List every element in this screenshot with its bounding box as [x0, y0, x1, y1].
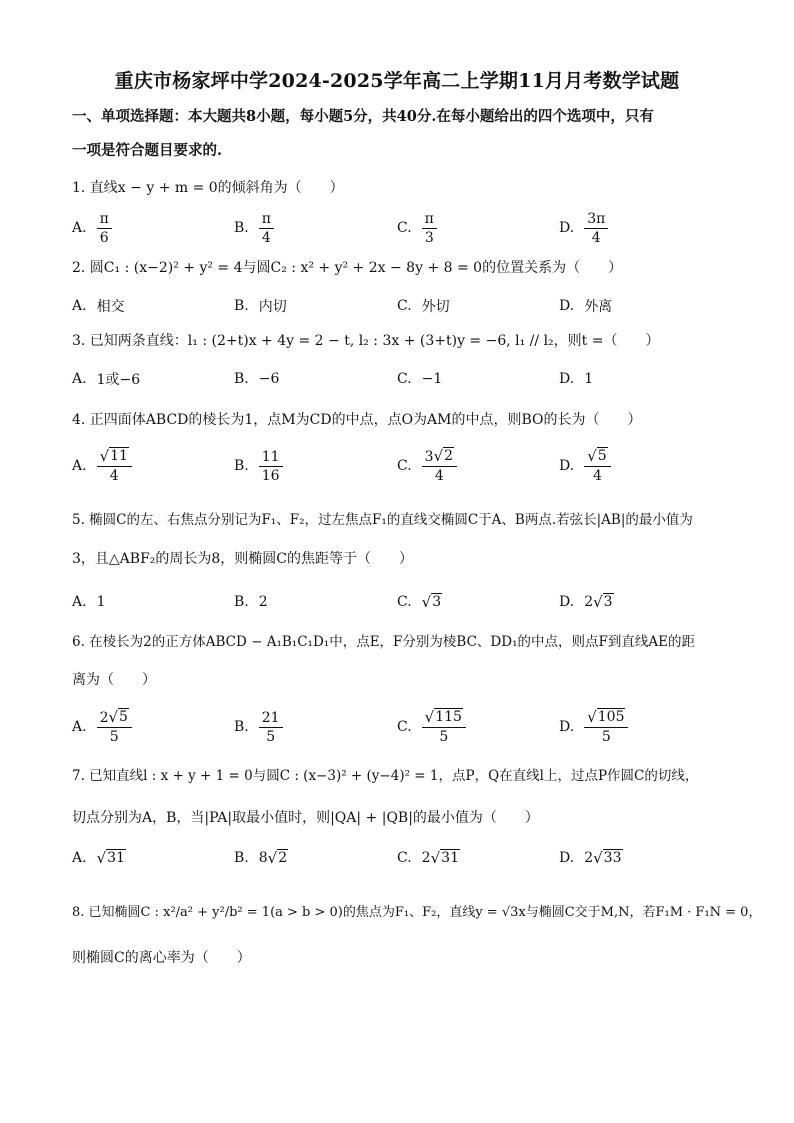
sqrt: √ 3	[593, 593, 613, 611]
option-a: A. 1或−6	[72, 371, 141, 388]
option-c: C. √ 115 5	[397, 705, 466, 749]
question-7-stem-line2: 切点分别为A，B，当|PA|取最小值时，则|QA| + |QB|的最小值为（ ）	[72, 810, 539, 826]
option-c: C. −1	[397, 371, 443, 387]
question-2-options	[72, 284, 732, 328]
fraction: $\frac{21}{5}$	[259, 709, 283, 746]
fraction: $\frac{\pi}{6}$	[97, 210, 112, 247]
question-7-options	[72, 836, 732, 880]
section-heading-line2: 一项是符合题目要求的.	[72, 142, 223, 159]
option-c: C. 2 √ 31	[397, 849, 459, 867]
section-heading-line1: 一、单项选择题：本大题共8小题，每小题5分，共40分.在每小题给出的四个选项中，只有	[72, 108, 654, 125]
sqrt: √ 115	[424, 708, 462, 726]
question-5-options	[72, 580, 732, 624]
option-d: D. $\frac{3\pi}{4}$	[559, 206, 608, 250]
question-2-stem: 2. 圆C₁ : (x−2)² + y² = 4与圆C₂ : x² + y² + 2x − 8y + 8 = 0的位置关系为（ ）	[72, 260, 623, 276]
fraction: 2 √ 5 5	[97, 708, 132, 746]
fraction: √ 11 4	[97, 447, 132, 485]
fraction: $\frac{11}{16}$	[259, 448, 283, 485]
option-c: C. 3 √ 2 4	[397, 444, 457, 488]
option-d: D. √ 105 5	[559, 705, 628, 749]
option-a: A. √ 31	[72, 849, 125, 867]
fraction: 3 √ 2 4	[422, 447, 457, 485]
option-a: A. √ 11 4	[72, 444, 132, 488]
question-5-stem-line1: 5. 椭圆C的左、右焦点分别记为F₁、F₂，过左焦点F₁的直线交椭圆C于A、B两点.若弦长|AB|的最小值为	[72, 512, 693, 528]
question-4-options	[72, 444, 732, 488]
option-a: A. 1	[72, 594, 106, 610]
option-b: B. 2	[234, 594, 268, 610]
fraction: √ 5 4	[584, 447, 610, 485]
question-1-options	[72, 206, 732, 250]
sqrt: √ 11	[99, 447, 128, 465]
page-title: 重庆市杨家坪中学2024-2025学年高二上学期11月月考数学试题	[114, 70, 680, 92]
option-d: D. 2 √ 33	[559, 849, 622, 867]
option-c: C. 外切	[397, 298, 450, 315]
fraction: $\frac{3\pi}{4}$	[584, 210, 608, 247]
question-3-stem: 3. 已知两条直线：l₁ : (2+t)x + 4y = 2 − t, l₂ : 3x + (3+t)y = −6, l₁ // l₂，则t =（ ）	[72, 333, 660, 349]
question-7-stem-line1: 7. 已知直线l : x + y + 1 = 0与圆C : (x−3)² + (y−4)² = 1，点P，Q在直线l上，过点P作圆C的切线，	[72, 768, 699, 784]
sqrt: √ 33	[593, 849, 622, 867]
question-1-stem: 1. 直线x − y + m = 0的倾斜角为（ ）	[72, 180, 344, 196]
sqrt: √ 3	[421, 593, 442, 611]
sqrt: √ 2	[433, 447, 454, 465]
sqrt: √ 2	[267, 849, 288, 867]
option-a: A. 相交	[72, 298, 125, 315]
question-8-stem-line2: 则椭圆C的离心率为（ ）	[72, 950, 251, 966]
sqrt: √ 5	[587, 447, 607, 465]
option-b: B. 内切	[234, 298, 287, 315]
fraction: $\frac{\pi}{4}$	[259, 210, 274, 247]
question-5-stem-line2: 3，且△ABF₂的周长为8，则椭圆C的焦距等于（ ）	[72, 551, 414, 567]
sqrt: √ 105	[587, 708, 625, 726]
fraction: √ 115 5	[422, 708, 466, 746]
fraction: √ 105 5	[584, 708, 628, 746]
option-d: D. 外离	[559, 298, 613, 315]
question-8-stem-line1: 8. 已知椭圆C : x²/a² + y²/b² = 1(a > b > 0)的焦点为F₁、F₂，直线y = √3x与椭圆C交于M,N，若F₁M · F₁N = 0，	[72, 905, 762, 920]
option-a: A. 2 √ 5 5	[72, 705, 132, 749]
option-b: B. $\frac{11}{16}$	[234, 444, 283, 488]
option-b: B. 8 √ 2	[234, 849, 288, 867]
sqrt: √ 31	[96, 849, 125, 867]
option-c: C. $\frac{\pi}{3}$	[397, 206, 437, 250]
fraction: $\frac{\pi}{3}$	[422, 210, 437, 247]
option-d: D. √ 5 4	[559, 444, 611, 488]
option-b: B. −6	[234, 371, 280, 387]
question-3-options	[72, 357, 732, 401]
option-b: B. $\frac{\pi}{4}$	[234, 206, 274, 250]
option-d: D. 1	[559, 371, 594, 387]
question-6-stem-line1: 6. 在棱长为2的正方体ABCD − A₁B₁C₁D₁中，点E，F分别为棱BC、DD₁的中点，则点F到直线AE的距	[72, 634, 695, 650]
sqrt: √ 5	[108, 708, 128, 726]
question-6-stem-line2: 离为（ ）	[72, 672, 156, 688]
question-4-stem: 4. 正四面体ABCD的棱长为1，点M为CD的中点，点O为AM的中点，则BO的长为（ ）	[72, 412, 642, 428]
question-6-options	[72, 705, 732, 749]
option-d: D. 2 √ 3	[559, 593, 613, 611]
option-a: A. $\frac{\pi}{6}$	[72, 206, 112, 250]
option-b: B. $\frac{21}{5}$	[234, 705, 283, 749]
option-c: C. √ 3	[397, 593, 442, 611]
sqrt: √ 31	[430, 849, 459, 867]
